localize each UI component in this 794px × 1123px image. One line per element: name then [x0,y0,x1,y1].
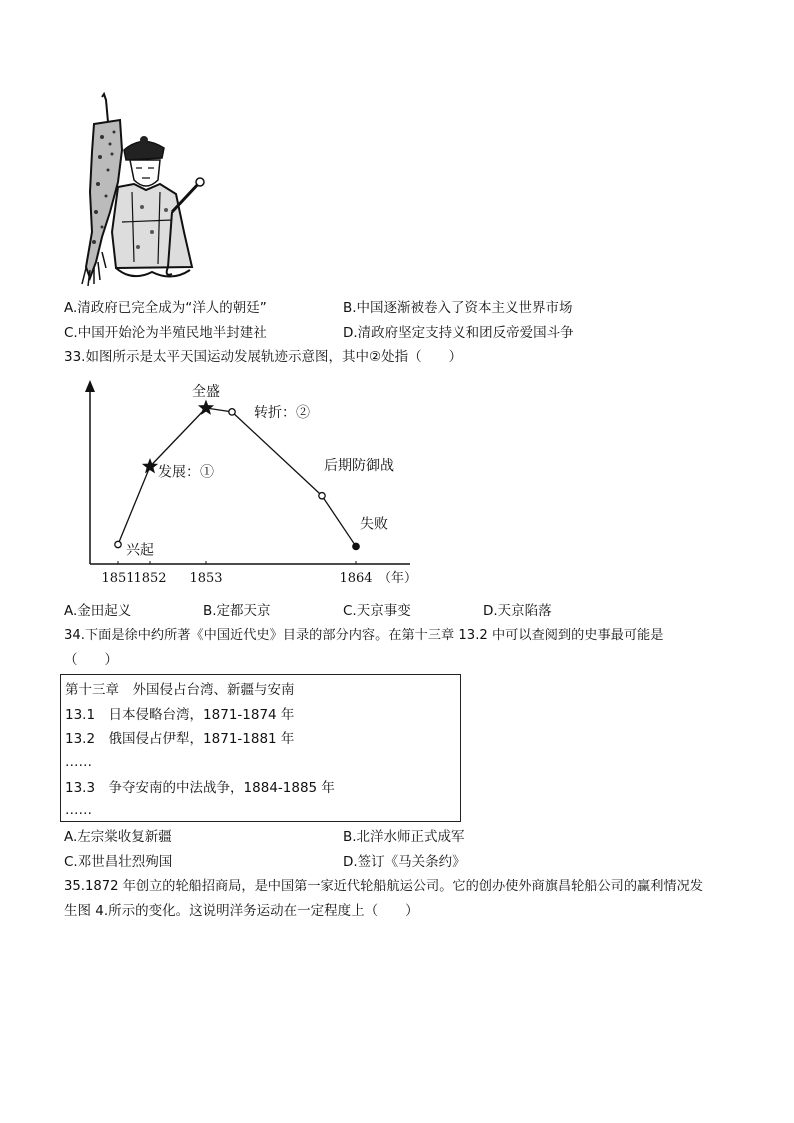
point-marker [319,493,325,499]
point-label: 后期防御战 [324,457,394,474]
q32-option-d: D.清政府坚定支持义和团反帝爱国斗争 [343,325,574,341]
q32-option-a: A.清政府已完全成为“洋人的朝廷” [64,300,267,316]
x-tick-label: 1852 [133,571,167,586]
trajectory-segment [232,412,322,496]
point-label: 兴起 [126,542,154,559]
point-marker [115,541,121,547]
y-axis-arrow [85,380,95,392]
q32-option-c: C.中国开始沦为半殖民地半封建社 [64,325,267,341]
x-tick-label: 1851 [101,571,135,586]
q35-text-line1: 35.1872 年创立的轮船招商局，是中国第一家近代轮船航运公司。它的创办使外商旗昌轮船公司的赢利情况发 [64,879,703,894]
toc-section-13-2: 13.2 俄国侵占伊犁，1871-1881 年 [65,731,295,747]
q35-text-line2: 生图 4.所示的变化。这说明洋务运动在一定程度上（ ） [64,903,419,919]
x-axis-unit: （年） [378,571,418,586]
q33-option-a: A.金田起义 [64,603,132,619]
trajectory-segment [150,408,206,467]
trajectory-segment [322,496,356,547]
x-tick-label: 1853 [189,571,223,586]
toc-chapter-title: 第十三章 外国侵占台湾、新疆与安南 [65,682,295,698]
point-marker [229,409,235,415]
taiping-trajectory-chart [60,378,430,590]
trajectory-segment [118,467,150,545]
point-label: 全盛 [192,384,220,400]
toc-section-13-3: 13.3 争夺安南的中法战争，1884-1885 年 [65,780,335,796]
q33-option-c: C.天京事变 [343,603,411,619]
toc-ellipsis-2: …… [65,802,92,818]
q32-option-b: B.中国逐渐被卷入了资本主义世界市场 [343,300,573,316]
point-marker [198,400,214,415]
toc-section-13-1: 13.1 日本侵略台湾，1871-1874 年 [65,707,295,723]
point-marker [353,543,359,549]
point-label: 发展：① [158,464,214,481]
toc-ellipsis-1: …… [65,754,92,770]
q34-question-line1: 34.下面是徐中约所著《中国近代史》目录的部分内容。在第十三章 13.2 中可以查阅到的史事最可能是 [64,628,664,643]
q34-option-a: A.左宗棠收复新疆 [64,829,172,845]
q34-option-b: B.北洋水师正式成军 [343,829,465,845]
point-label: 失败 [360,516,388,533]
toc-excerpt-box [60,674,461,822]
x-tick-label: 1864 [339,571,373,586]
q34-question-line2: （ ） [64,652,118,668]
point-label: 转折：② [254,404,310,421]
qing-official-cartoon [72,92,212,287]
q34-option-d: D.签订《马关条约》 [343,854,466,870]
q33-option-b: B.定都天京 [203,603,271,619]
q34-option-c: C.邓世昌壮烈殉国 [64,854,173,870]
q33-question: 33.如图所示是太平天国运动发展轨迹示意图，其中②处指（ ） [64,349,463,365]
q33-option-d: D.天京陷落 [483,603,552,619]
